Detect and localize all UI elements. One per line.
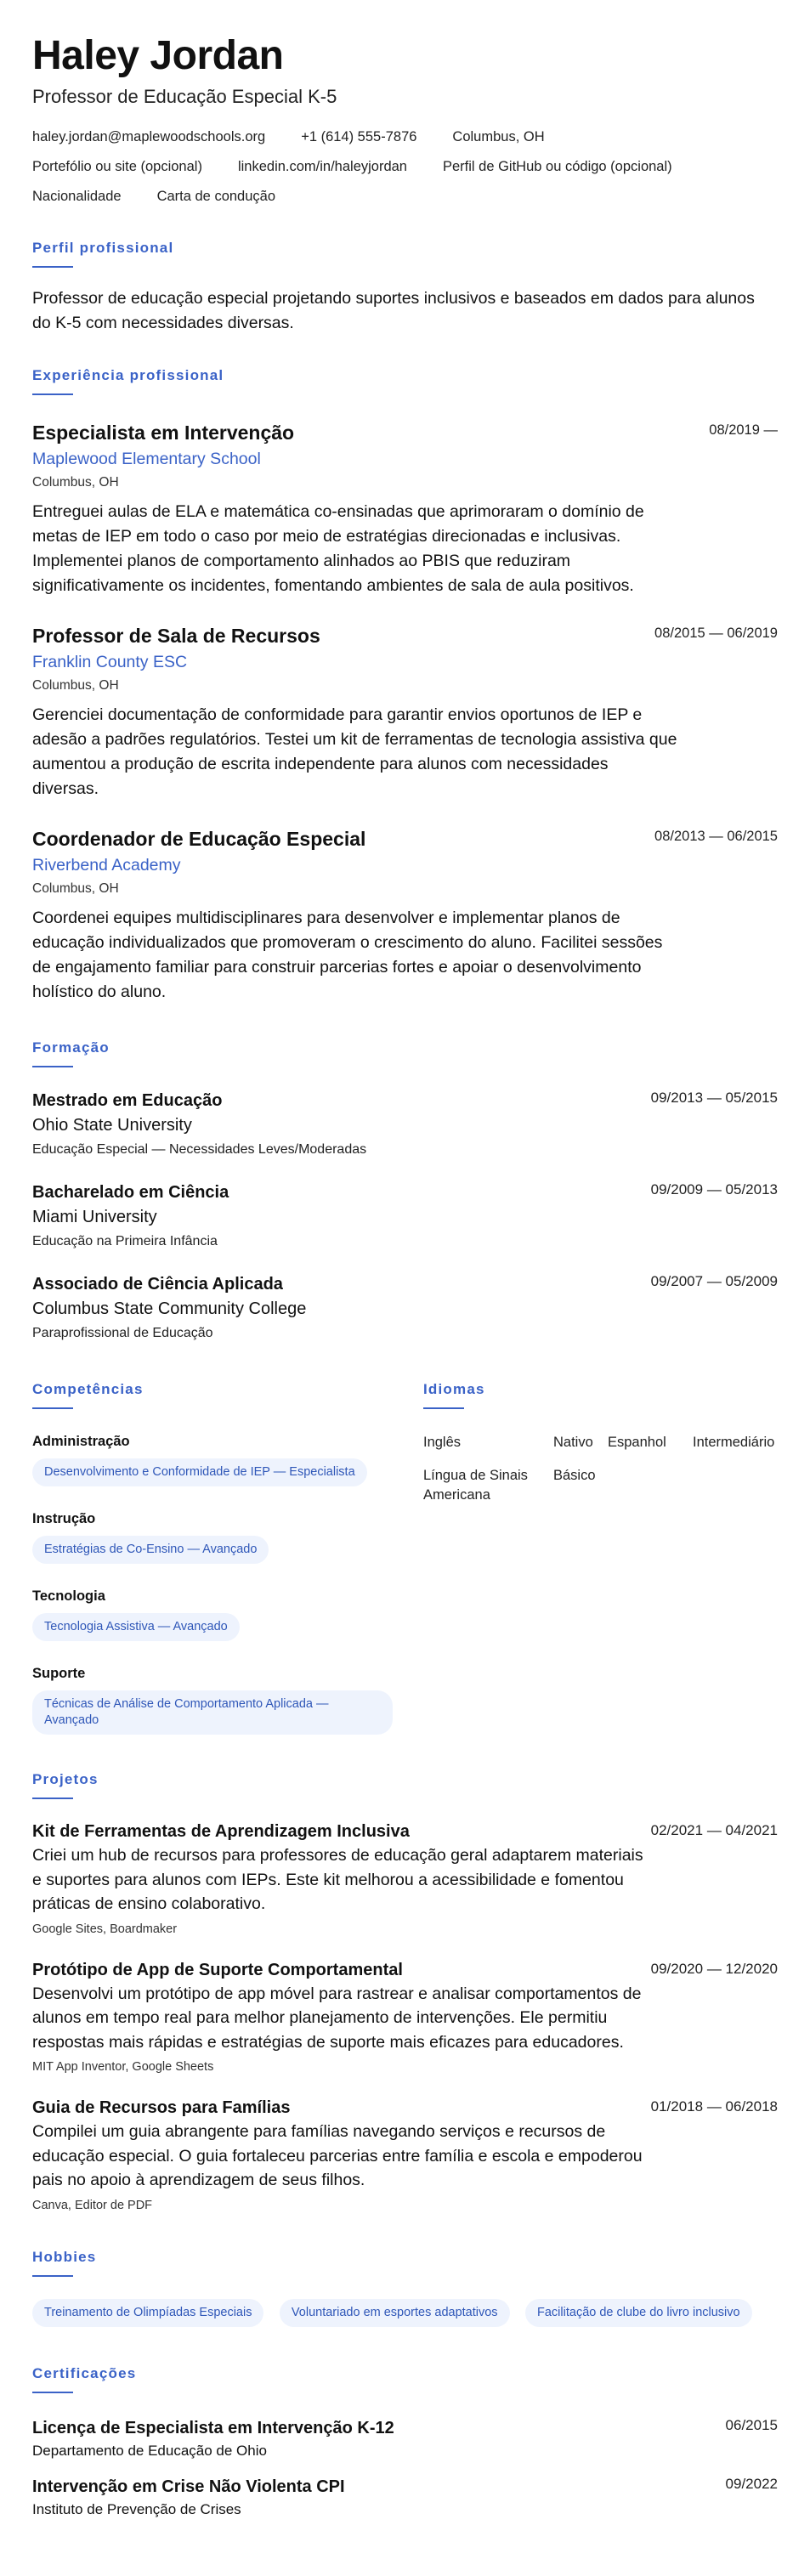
certification-title: Intervenção em Crise Não Violenta CPI [32,2477,345,2496]
job-location: Columbus, OH [32,881,119,896]
contact-driving-license: Carta de condução [156,189,276,204]
project-description: Compilei um guia abrangente para famílias navegando serviços e recursos de educação especial. O guia fortaleceu parcerias entre família e escola e empoderou pais no apoio à aprendizagem de seus filhos. [32,2122,643,2189]
certification-entry [32,2417,778,2460]
skill-category: Tecnologia [32,1588,105,1604]
certification-title: Licença de Especialista em Intervenção K-12 [32,2418,394,2437]
profile-summary: Professor de educação especial projetando suportes inclusivos e baseados em dados para alunos do K-5 com necessidades diversas. [32,289,755,332]
language-row [423,1433,778,1452]
education-entry [32,1181,778,1251]
skill-chip: Desenvolvimento e Conformidade de IEP — Especialista [32,1458,367,1486]
job-description: Coordenei equipes multidisciplinares para desenvolver e implementar planos de educação individualizados que promoveram o crescimento do aluno. Facilitei sessões de engajamento familiar para construir parcerias fortes e apoiar o desenvolvimento holístico do aluno. [32,909,663,1001]
degree: Mestrado em Educação [32,1091,223,1110]
section-title: Hobbies [32,2248,97,2265]
language-name: Inglês [423,1435,462,1450]
entry-date: 08/2019 — [709,422,778,438]
entry-date: 09/2013 — 05/2015 [650,1090,778,1106]
contact-list [32,127,778,217]
employer: Franklin County ESC [32,653,188,671]
experience-entry [32,624,778,801]
job-location: Columbus, OH [32,475,119,490]
entry-date: 09/2020 — 12/2020 [650,1960,778,1977]
certification-issuer: Departamento de Educação de Ohio [32,2442,267,2459]
candidate-name: Haley Jordan [32,33,284,78]
section-divider [32,1407,73,1409]
experience-entry [32,421,778,598]
project-description: Desenvolvi um protótipo de app móvel para rastrear e analisar comportamentos de alunos em tempo real para melhor planejamento de intervenções. Ele permitiu respostas mais rápidas e estratégias de suporte mais eficazes para educadores. [32,1984,642,2052]
skills-languages-row [32,1380,778,1735]
language-table [423,1433,778,1505]
section-divider [32,266,73,268]
candidate-role: Professor de Educação Especial K-5 [32,86,337,107]
entry-date: 09/2009 — 05/2013 [650,1181,778,1197]
entry-date: 09/2007 — 05/2009 [650,1273,778,1289]
contact-linkedin[interactable]: linkedin.com/in/haleyjordan [237,159,407,174]
contact-email[interactable]: haley.jordan@maplewoodschools.org [32,129,266,144]
entry-date: 02/2021 — 04/2021 [650,1822,778,1838]
hobby-chip: Treinamento de Olimpíadas Especiais [32,2299,263,2327]
project-tools: Canva, Editor de PDF [32,2198,153,2212]
project-tools: MIT App Inventor, Google Sheets [32,2060,214,2074]
hobby-list [32,2299,778,2327]
project-entry [32,2098,778,2214]
school: Ohio State University [32,1116,192,1135]
language-level: Nativo [553,1435,593,1450]
experience-section [32,366,778,1005]
profile-section [32,239,778,336]
section-title: Perfil profissional [32,240,174,256]
skill-category: Suporte [32,1666,86,1681]
education-entry [32,1090,778,1159]
job-title: Coordenador de Educação Especial [32,828,366,850]
entry-date: 08/2013 — 06/2015 [654,829,778,844]
job-title: Professor de Sala de Recursos [32,625,320,647]
language-name: Língua de Sinais Americana [423,1468,528,1503]
experience-entry [32,827,778,1005]
languages-section [423,1380,778,1735]
field-of-study: Educação na Primeira Infância [32,1234,218,1248]
school: Columbus State Community College [32,1299,307,1318]
contact-github[interactable]: Perfil de GitHub ou código (opcional) [442,159,672,174]
degree: Associado de Ciência Aplicada [32,1275,283,1294]
certification-entry [32,2476,778,2519]
section-divider [32,1798,73,1799]
entry-date: 08/2015 — 06/2019 [654,626,778,641]
language-level: Intermediário [693,1435,775,1450]
skill-chip: Estratégias de Co-Ensino — Avançado [32,1536,269,1564]
skill-chip: Técnicas de Análise de Comportamento Aplicada — Avançado [32,1690,393,1735]
language-name: Espanhol [608,1435,666,1450]
entry-date: 01/2018 — 06/2018 [650,2098,778,2115]
field-of-study: Paraprofissional de Educação [32,1326,213,1340]
section-divider [32,2392,73,2393]
project-entry [32,1960,778,2076]
section-divider [423,1407,464,1409]
skills-section [32,1380,423,1735]
project-entry [32,1821,778,1938]
language-level: Básico [553,1468,596,1483]
section-title: Competências [32,1381,144,1397]
education-section [32,1039,778,1343]
entry-date: 09/2022 [725,2475,778,2492]
section-title: Formação [32,1039,110,1056]
skill-category: Instrução [32,1511,96,1526]
skill-group [32,1433,423,1486]
job-location: Columbus, OH [32,678,119,693]
job-description: Entreguei aulas de ELA e matemática co-ensinadas que aprimoraram o domínio de metas de IEP em todo o caso por meio de estratégias direcionadas e inclusivas. Implementei planos de comportamento alinhados ao PBIS que reduziram significativamente os incidentes, fomentando ambientes de sala de aula positivos. [32,502,644,595]
hobbies-section [32,2248,778,2327]
section-title: Experiência profissional [32,367,224,383]
language-row [423,1466,778,1505]
contact-nationality: Nacionalidade [32,189,122,204]
section-divider [32,393,73,395]
skill-chip: Tecnologia Assistiva — Avançado [32,1613,240,1641]
certification-issuer: Instituto de Prevenção de Crises [32,2500,241,2517]
section-divider [32,2275,73,2277]
project-description: Criei um hub de recursos para professores de educação geral adaptarem materiais e suportes para alunos com IEPs. Este kit melhorou a acessibilidade e fomentou práticas de ensino colaborativo. [32,1846,643,1913]
job-title: Especialista em Intervenção [32,422,295,444]
hobby-chip: Voluntariado em esportes adaptativos [280,2299,510,2327]
project-title: Kit de Ferramentas de Aprendizagem Inclusiva [32,1822,410,1841]
hobby-chip: Facilitação de clube do livro inclusivo [525,2299,752,2327]
contact-location: Columbus, OH [452,129,545,144]
section-divider [32,1066,73,1067]
skill-group [32,1588,423,1641]
job-description: Gerenciei documentação de conformidade para garantir envios oportunos de IEP e adesão a padrões regulatórios. Testei um kit de ferramentas de tecnologia assistiva que aumentou a produção de escrita independente para alunos com necessidades diversas. [32,705,677,798]
contact-portfolio[interactable]: Portefólio ou site (opcional) [32,159,202,174]
skill-group [32,1665,423,1735]
contact-phone[interactable]: +1 (614) 555-7876 [301,129,417,144]
employer: Riverbend Academy [32,856,181,875]
section-title: Idiomas [423,1381,485,1397]
entry-date: 06/2015 [725,2416,778,2433]
project-title: Protótipo de App de Suporte Comportamental [32,1960,403,1979]
skill-category: Administração [32,1434,130,1449]
project-tools: Google Sites, Boardmaker [32,1922,178,1936]
projects-section [32,1770,778,2214]
education-entry [32,1273,778,1343]
employer: Maplewood Elementary School [32,450,261,468]
project-title: Guia de Recursos para Famílias [32,2098,291,2117]
skill-group [32,1510,423,1564]
section-title: Certificações [32,2364,137,2381]
field-of-study: Educação Especial — Necessidades Leves/Moderadas [32,1142,367,1157]
certifications-section [32,2364,778,2519]
school: Miami University [32,1208,157,1226]
section-title: Projetos [32,1771,99,1787]
degree: Bacharelado em Ciência [32,1183,229,1202]
